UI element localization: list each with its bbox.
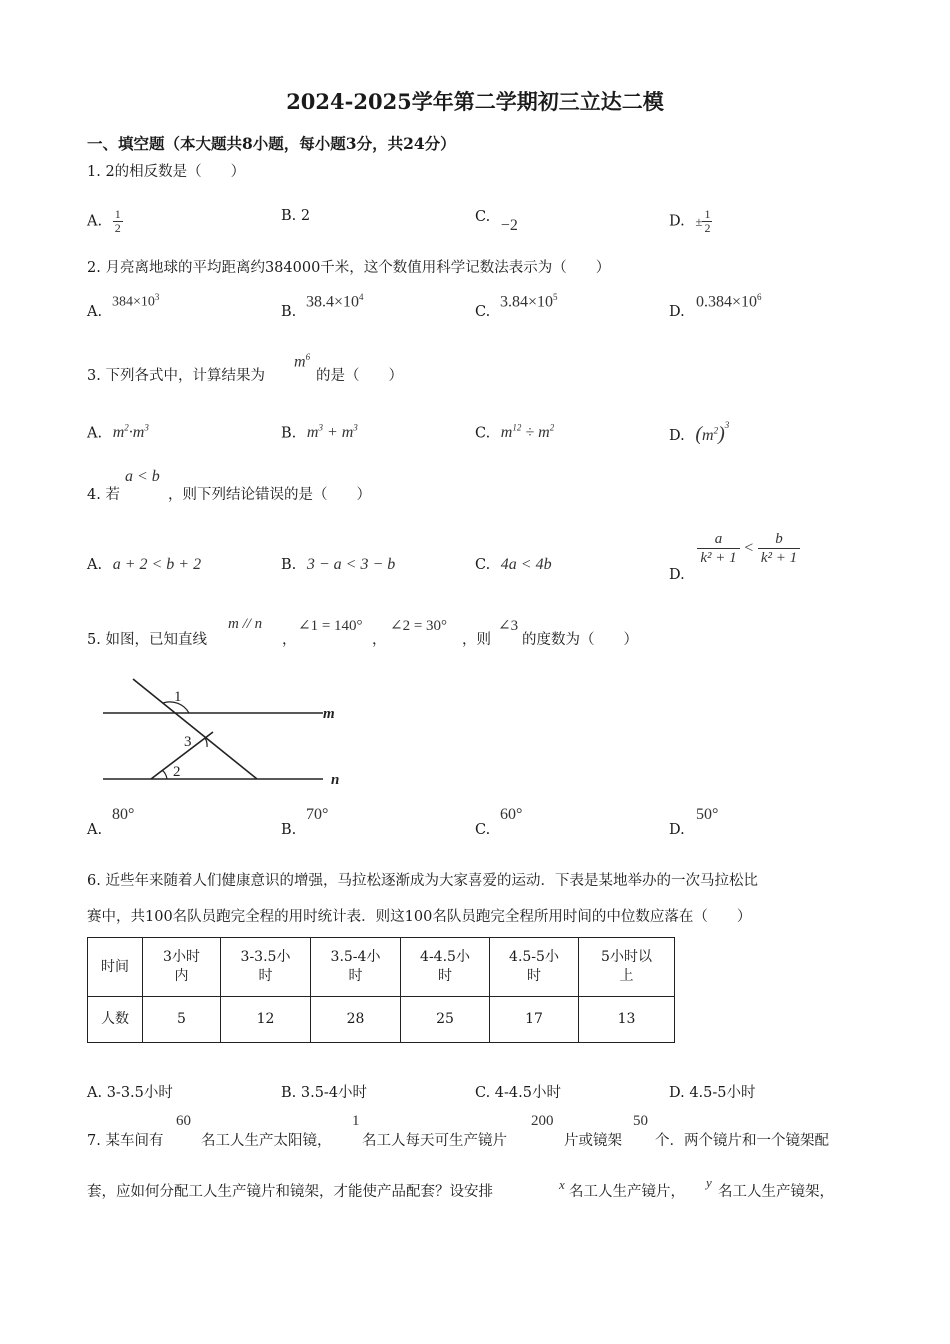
angle-2-value: ∠2 = 30° [390, 618, 448, 634]
question-7-text: 片或镜架 [564, 1133, 622, 1149]
question-5-stem [87, 628, 207, 649]
option-letter: B. [281, 425, 297, 442]
variable: m [500, 424, 513, 442]
label-2: 2 [173, 764, 181, 780]
section-header: 一、填空题（本大题共8小题，每小题3分，共24分） [87, 134, 456, 153]
variable: m [132, 424, 145, 442]
option-expr: a + 2 < b + 2 [112, 556, 202, 573]
table-cell: 3小时 内 [143, 938, 221, 997]
numerator: 1 [114, 207, 121, 221]
stem-text: 的度数为（ ） [522, 632, 638, 648]
q3-option-a [87, 423, 149, 442]
option-expr: 4a < 4b [500, 556, 552, 573]
table-cell: 4.5-5小 时 [490, 938, 579, 997]
option-letter: D. [669, 428, 685, 444]
question-6-line-1: 6. 近些年来随着人们健康意识的增强，马拉松逐渐成为大家喜爱的运动．下表是某地举办的一次马拉松比 [87, 873, 758, 889]
table-cell: 17 [490, 997, 579, 1043]
numerator: b [775, 531, 783, 547]
option-letter: D. [669, 213, 685, 230]
denominator: 2 [114, 221, 121, 235]
parallel-lines-figure [95, 675, 355, 790]
variable: m [538, 424, 550, 442]
q4-option-d [669, 530, 800, 583]
less-than: < [744, 539, 754, 557]
label-3: 3 [184, 734, 192, 750]
base: 38.4×10 [306, 293, 360, 311]
comma: ， [372, 632, 387, 648]
q2-option-a-label: A. [87, 304, 103, 320]
q5-option-a-label: A. [87, 822, 103, 838]
number-60: 60 [176, 1113, 191, 1129]
q3-option-b [281, 423, 358, 442]
q1-option-c [475, 208, 518, 234]
left-paren: ( [695, 423, 702, 445]
label-n: n [331, 772, 340, 788]
q3-option-d [669, 419, 730, 446]
question-6-line-2: 赛中，共100名队员跑完全程的用时统计表．则这100名队员跑完全程所用时间的中位数应落在（ ） [87, 909, 752, 925]
number-200: 200 [531, 1113, 554, 1129]
numerator: a [714, 531, 723, 547]
q2-option-a-value [112, 292, 159, 311]
right-paren: ) [718, 423, 725, 445]
question-2-stem: 2. 月亮离地球的平均距离约384000千米，这个数值用科学记数法表示为（ ） [87, 260, 611, 276]
option-letter: A. [87, 425, 103, 442]
denominator: k² + 1 [758, 548, 800, 567]
table-cell: 4-4.5小 时 [401, 938, 490, 997]
exponent: 5 [553, 292, 558, 302]
exponent: 2 [124, 423, 129, 433]
variable: m [294, 353, 306, 371]
denominator: k² + 1 [697, 548, 739, 567]
transversal-2 [151, 732, 213, 779]
table-row-time [88, 938, 675, 997]
fraction [702, 208, 712, 235]
parallel-lines: m // n [228, 616, 263, 632]
exponent: 12 [512, 423, 522, 433]
exponent: 3 [353, 423, 358, 433]
q3-option-c [475, 423, 554, 442]
q2-option-c-value [500, 292, 558, 311]
angle-3: ∠3 [498, 618, 519, 634]
numerator: 1 [704, 207, 711, 221]
q2-option-d-label: D. [669, 304, 685, 320]
question-1-stem: 1. 2的相反数是（ ） [87, 164, 246, 180]
q6-option-a: A. 3-3.5小时 [87, 1085, 173, 1101]
operator: + [326, 424, 338, 442]
q5-option-d-value: 50° [696, 806, 719, 823]
table-cell: 5 [143, 997, 221, 1043]
angle-1-value: ∠1 = 140° [298, 618, 363, 634]
q4-option-b [281, 556, 395, 574]
question-7-text: 名工人生产镜片， [569, 1184, 685, 1200]
fraction [113, 208, 123, 235]
q2-option-b-value [306, 292, 364, 311]
exponent: 3 [318, 423, 323, 433]
exponent: 3 [724, 419, 730, 430]
option-expr [307, 424, 358, 441]
question-4-stem-math: a < b [125, 468, 160, 485]
variable: m [306, 424, 319, 442]
stem-text: ，则 [462, 632, 491, 648]
option-expr [501, 424, 554, 441]
question-3-stem-suffix: 的是（ ） [316, 368, 403, 384]
exponent: 3 [144, 423, 149, 433]
q6-option-d: D. 4.5-5小时 [669, 1085, 756, 1101]
variable-y: y [706, 1175, 712, 1190]
question-7-text: 7. 某车间有 [87, 1133, 164, 1149]
angle-2-arc [162, 770, 167, 779]
q5-option-c-value: 60° [500, 806, 523, 823]
variable: m [702, 427, 714, 444]
q2-option-d-value [696, 292, 762, 311]
variable: m [112, 424, 125, 442]
label-m: m [323, 706, 335, 722]
number-1: 1 [352, 1113, 360, 1129]
variable: m [341, 424, 354, 442]
base: 384×10 [112, 294, 155, 310]
table-cell: 25 [401, 997, 490, 1043]
table-cell: 12 [221, 997, 311, 1043]
variable-x: x [559, 1177, 565, 1192]
plus-minus: ± [695, 213, 703, 229]
q1-option-b: B. 2 [281, 208, 311, 224]
operator: ÷ [525, 424, 535, 442]
q1-option-a [87, 208, 123, 235]
marathon-time-table [87, 937, 675, 1043]
question-7-text: 个．两个镜片和一个镜架配 [655, 1133, 829, 1149]
option-letter: C. [475, 425, 491, 442]
question-3-stem-prefix: 3. 下列各式中，计算结果为 [87, 368, 265, 384]
table-cell: 3.5-4小 时 [311, 938, 401, 997]
table-header-count: 人数 [88, 997, 143, 1043]
question-7-text: 名工人每天可生产镜片 [362, 1133, 507, 1149]
option-expr [695, 419, 730, 445]
label-1: 1 [174, 689, 182, 705]
page-title: 2024-2025学年第二学期初三立达二模 [286, 89, 664, 114]
exponent: 6 [757, 292, 762, 302]
denominator: 2 [704, 221, 711, 235]
exponent: 2 [549, 423, 555, 433]
q5-option-b-value: 70° [306, 806, 329, 823]
q6-option-c: C. 4-4.5小时 [475, 1085, 561, 1101]
base: 3.84×10 [500, 293, 554, 311]
q4-option-c [475, 556, 552, 574]
stem-text: 5. 如图，已知直线 [87, 632, 207, 648]
q2-option-b-label: B. [281, 304, 297, 320]
number-50: 50 [633, 1113, 648, 1129]
question-4-stem-prefix: 4. 若 [87, 487, 120, 503]
q6-option-b: B. 3.5-4小时 [281, 1085, 368, 1101]
q5-option-a-value: 80° [112, 806, 135, 823]
base: 0.384×10 [696, 293, 758, 311]
table-cell: 5小时以 上 [579, 938, 675, 997]
option-letter: A. [87, 557, 103, 573]
option-value: −2 [500, 217, 518, 234]
question-3-stem-math [294, 352, 310, 371]
exponent: 6 [305, 352, 311, 362]
option-expr: 3 − a < 3 − b [306, 556, 396, 573]
option-letter: B. [281, 557, 297, 573]
q5-option-c-label: C. [475, 822, 491, 838]
exponent: 3 [154, 292, 160, 302]
option-letter: A. [87, 213, 103, 230]
fraction-left [697, 530, 739, 567]
table-cell: 28 [311, 997, 401, 1043]
transversal-1 [133, 679, 257, 779]
fraction-right [758, 530, 800, 567]
table-cell: 13 [579, 997, 675, 1043]
option-letter: C. [475, 209, 491, 225]
exponent: 4 [359, 292, 364, 302]
option-expr [113, 424, 149, 441]
q4-option-a [87, 556, 201, 574]
table-cell: 3-3.5小 时 [221, 938, 311, 997]
operator: · [128, 424, 133, 442]
question-4-stem-suffix: ，则下列结论错误的是（ ） [168, 487, 371, 503]
q5-option-d-label: D. [669, 822, 685, 838]
option-letter: C. [475, 557, 491, 573]
comma: ， [282, 632, 297, 648]
exponent: 2 [713, 425, 719, 436]
question-7-text: 套，应如何分配工人生产镜片和镜架，才能使产品配套？设安排 [87, 1184, 493, 1200]
question-7-text: 名工人生产镜架， [718, 1184, 834, 1200]
table-header-time: 时间 [88, 938, 143, 997]
option-letter: D. [669, 566, 685, 583]
q1-option-d [669, 208, 712, 235]
question-7-text: 名工人生产太阳镜， [201, 1133, 332, 1149]
q5-option-b-label: B. [281, 822, 297, 838]
table-row-count [88, 997, 675, 1043]
q2-option-c-label: C. [475, 304, 491, 320]
